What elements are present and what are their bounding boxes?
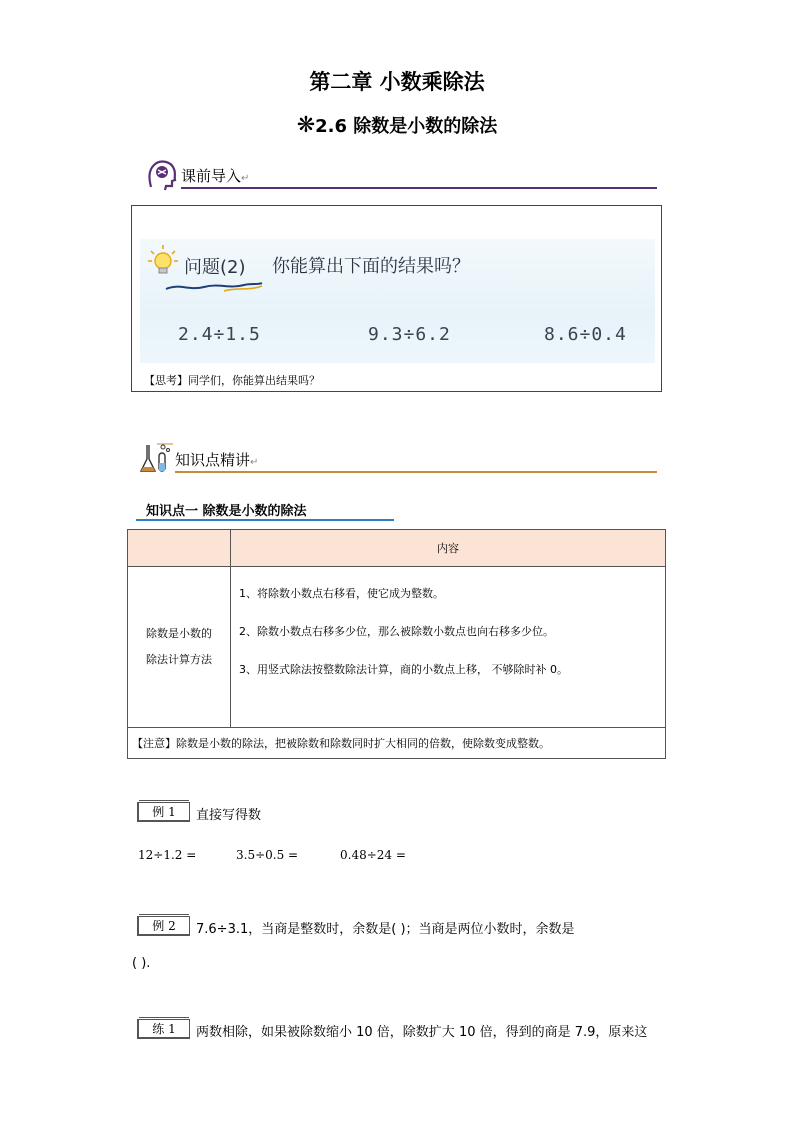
method-step-3: 3、用竖式除法按整数除法计算，商的小数点上移， 不够除时补 0。 — [239, 663, 568, 676]
method-step-1: 1、将除数小数点右移看，使它成为整数。 — [239, 587, 444, 600]
row-header-line-2: 除法计算方法 — [146, 653, 212, 666]
method-step-2: 2、除数小数点右移多少位，那么被除数小数点也向右移多少位。 — [239, 625, 554, 638]
intro-header-line — [181, 187, 657, 189]
example-2-continuation: ( ). — [132, 956, 151, 971]
equation-2: 9.3÷6.2 — [368, 324, 451, 345]
section-title-text: 2.6 除数是小数的除法 — [315, 116, 498, 137]
intro-box — [131, 205, 662, 392]
knowledge-header — [139, 441, 657, 475]
example-1-tag — [137, 802, 190, 822]
row-header-line-1: 除数是小数的 — [146, 627, 212, 640]
equation-1: 2.4÷1.5 — [178, 324, 261, 345]
knowledge-point-title: 知识点一 除数是小数的除法 — [146, 504, 307, 519]
intro-header — [145, 157, 657, 191]
table-row-header — [128, 567, 231, 728]
knowledge-header-label: 知识点精讲 — [175, 451, 251, 469]
flask-icon — [139, 441, 173, 475]
table-row — [128, 567, 666, 728]
table-note-row — [128, 728, 666, 759]
table-note: 【注意】除数是小数的除法，把被除数和除数同时扩大相同的倍数，使除数变成整数。 — [128, 728, 666, 759]
example-1-item-1: 12÷1.2 = — [138, 848, 197, 862]
knowledge-point-underline — [136, 519, 394, 521]
question-panel — [140, 239, 655, 363]
table-header-row — [128, 530, 666, 567]
table-corner-cell — [128, 530, 231, 567]
knowledge-header-line — [175, 471, 657, 473]
table-content-cell — [231, 567, 666, 728]
intro-header-label: 课前导入 — [181, 167, 242, 185]
practice-1-text: 两数相除，如果被除数缩小 10 倍，除数扩大 10 倍，得到的商是 7.9，原来这 — [196, 1025, 648, 1040]
section-star: ❋ — [296, 113, 316, 138]
chapter-title: 第二章 小数乘除法 — [309, 70, 485, 94]
equation-3: 8.6÷0.4 — [544, 324, 627, 345]
example-2-tag-label: 例 2 — [152, 919, 176, 933]
question-text: 你能算出下面的结果吗？ — [272, 256, 470, 277]
example-1-tag-label: 例 1 — [152, 805, 176, 819]
knowledge-table — [127, 529, 666, 759]
section-title — [0, 112, 794, 138]
example-1-text: 直接写得数 — [196, 808, 262, 823]
example-2-text: 7.6÷3.1，当商是整数时，余数是( )；当商是两位小数时，余数是 — [196, 922, 575, 937]
return-mark: ↵ — [241, 173, 250, 184]
practice-1-tag — [137, 1019, 190, 1039]
practice-1-tag-label: 练 1 — [152, 1022, 176, 1036]
return-mark: ↵ — [250, 457, 259, 468]
question-underline-wave — [164, 279, 264, 293]
brain-head-icon — [145, 157, 179, 191]
lightbulb-icon — [146, 243, 180, 277]
example-2-tag — [137, 916, 190, 936]
question-label: 问题(2) — [184, 257, 246, 278]
example-1-item-2: 3.5÷0.5 = — [236, 848, 299, 862]
table-col-header: 内容 — [231, 530, 666, 567]
think-prompt: 【思考】同学们，你能算出结果吗？ — [144, 374, 320, 387]
example-1-item-3: 0.48÷24 = — [340, 848, 406, 862]
